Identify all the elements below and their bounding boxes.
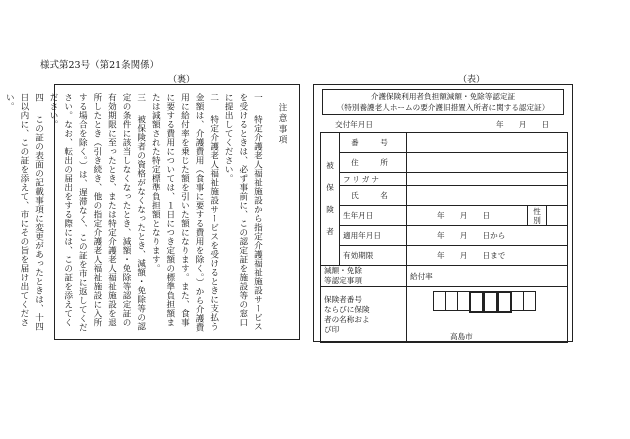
benefit-rate: 給付率 [407,266,568,287]
furigana-label: フリガナ [340,173,407,186]
note-item-3: 三 被保険者の資格がなくなったとき、減額・免除等の認定の条件に該当しなくなったとき、減額・免除等認定証の有効期限に至ったとき、または特定介護老人福祉施設を退所したとき（引き続き、他の指定介護老人福祉施設に入所する場合を除く。）は、遅滞なく、この証を市に返してください。なお、転出の届出をする際には、この証を添えてください。 [48,93,146,332]
back-side-label: （裏） [168,75,196,85]
issue-date-label: 交付年月日 [335,120,373,129]
insured-person-header: 被 保 険 者 [321,133,340,266]
expiry-label: 有効期限 [340,246,407,266]
name-field[interactable] [407,186,568,206]
birth-date-value: 年 月 日 [407,206,528,226]
number-field[interactable] [407,133,568,153]
certificate-table [320,132,568,343]
certificate-title: 介護保険利用者負担額減額・免除等認定証 （特別養護老人ホームの要介護旧措置入所者に関する認定証） [322,89,564,115]
back-panel [4,84,300,340]
insurer-field [407,287,568,343]
name-label: 氏 名 [340,186,407,206]
insurer-label: 保険者番号 ならびに保険 者の名称およ び印 [321,287,407,343]
notes-heading: 注意事項 [277,103,287,146]
birth-date-label: 生年月日 [340,206,407,226]
note-item-4: 四 この証の表面の記載事項に変更があったときは、十四日以内に、この証を添えて、市にその旨を届け出てください。 [4,93,44,331]
expiry-value: 年 月 日まで [407,246,568,266]
front-side-label: （表） [458,75,486,85]
note-item-1: 一 特定介護老人福祉施設から指定介護福祉施設サービスを受けるときは、必ず事前に、この認定証を施設等の窓口に提出してください。 [223,93,263,331]
reduction-items-label: 減額・免除 等認定事項 [321,266,407,287]
address-field[interactable] [407,153,568,173]
furigana-field[interactable] [407,173,568,186]
note-item-2: 二 特定介護老人福祉施設サービスを受けるときに支払う金額は、介護費用（食事に要する費用を除く。）から介護費用に給付率を乗じた額を引いた額になります。また、食事に要する費用については、１日につき定額の標準負担額または減額された特定標準負担額となります。 [150,93,219,332]
insurer-number-boxes[interactable] [434,291,564,313]
gender-field[interactable] [547,206,568,226]
gender-label: 性 別 [528,206,547,226]
number-label: 番 号 [340,133,407,153]
notes-text [0,93,289,333]
start-date-value: 年 月 日から [407,226,568,246]
form-number: 様式第23号（第21条関係） [40,60,160,71]
front-panel [313,84,573,342]
address-label: 住 所 [340,153,407,173]
start-date-label: 適用年月日 [340,226,407,246]
issue-date-value: 年 月 日 [496,120,550,129]
insurer-name: 高島市 [450,332,473,341]
note-item-5 [0,93,2,333]
